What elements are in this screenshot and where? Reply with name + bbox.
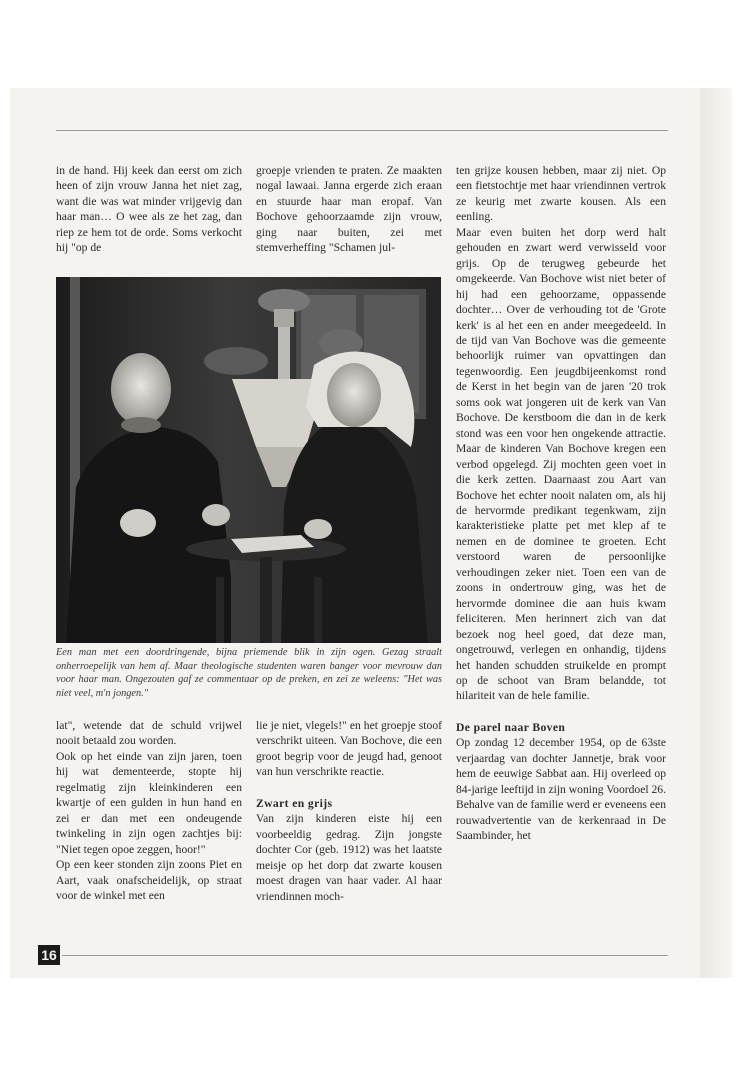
paragraph: groepje vrienden te praten. Ze maakten nogal lawaai. Janna ergerde zich eraan en stuurde haar man eropaf. Van Bochove gehoorzaamde zijn vrouw, ging naar buiten, zei met stemverheffing "Schamen jul- — [256, 164, 442, 255]
paragraph: Maar even buiten het dorp werd halt gehouden en zwart werd verwisseld voor grijs. Op de terugweg gebeurde het omgekeerde. Van Bochove wist niet beter of hij had een gehoorzame, oppassende dochter… Over de verhouding tot de 'Grote kerk' is al het een en ander meegedeeld. In de tijd van Van Bochove was die gemeente behoorlijk ruimer van opvattingen dan tegenwoordig. Een jeugdbijeenkomst rond de Kerst in het begin van de jaren '20 trok soms ook wat jongeren uit de kerk van Van Bochove. De kerstboom die dan in de kerk stond was een voor hen ongekende attractie. Maar de kinderen Van Bochove kregen een verbod opgelegd. Zij mochten geen voet in die kerk zetten. Daarnaast zou Aart van Bochove het echter nooit nalaten om, als hij de hervormde predikant tegenkwam, zijn karakteristieke platte pet met klep af te nemen en de dominee te groeten. Echt verstoord waren de persoonlijke verhoudingen zeker niet. Toen een van de zoons in ondertrouw ging, was het de hervormde dominee die aan huis kwam feliciteren. Men herinnert zich van dat bezoek nog heel goed, dat deze man, ongetrouwd, verlegen en onhandig, tijdens het handen schudden struikelde en prompt op de schoot van Bram belandde, tot hilariteit van de hele familie. — [456, 225, 666, 703]
paragraph: ten grijze kousen hebben, maar zij niet. Op een fietstochtje met haar vriendinnen vertrok ze keurig met zwarte kousen. Als een eenling. — [456, 164, 666, 224]
section-heading: De parel naar Boven — [456, 720, 566, 734]
column-1-bottom — [56, 718, 242, 903]
photo-caption: Een man met een doordringende, bijna priemende blik in zijn ogen. Gezag straalt onherroepelijk van hem af. Maar theologische studenten waren banger voor mevrouw dan voor haar man. Ongezouten gaf ze commentaar op de preken, en zei ze weleens: "Het was niet veel, m'n jongen." — [56, 647, 442, 699]
column-2-bottom — [256, 718, 442, 904]
paragraph: Op zondag 12 december 1954, op de 63ste verjaardag van dochter Jannetje, brak voor hem de eeuwige Sabbat aan. Hij overleed op 84-jarige leeftijd in zijn woning Voordoel 26. Behalve van de familie werd er eveneens een rouwadvertentie van de kerkenraad in De Saambinder, het — [456, 736, 666, 843]
bottom-rule — [62, 955, 668, 956]
column-3 — [456, 163, 666, 843]
paragraph: in de hand. Hij keek dan eerst om zich heen of zijn vrouw Janna het niet zag, want die was wat minder vrijgevig dan haar man… O wee als ze het zag, dan riep ze hem tot de orde. Soms verkocht hij "op de — [56, 164, 242, 255]
paragraph: Van zijn kinderen eiste hij een voorbeeldig gedrag. Zijn jongste dochter Cor (geb. 1912) was het laatste meisje op het dorp dat zwarte kousen moest dragen van haar vader. Al haar vriendinnen moch- — [256, 812, 442, 903]
next-page-edge — [700, 88, 732, 978]
top-rule — [56, 130, 668, 131]
photo-illustration — [56, 277, 441, 643]
column-2-top — [256, 163, 442, 256]
paragraph: lat", wetende dat de schuld vrijwel nooit betaald zou worden. — [56, 719, 242, 748]
paragraph: Op een keer stonden zijn zoons Piet en Aart, vaak onafscheidelijk, op straat voor de winkel met een — [56, 858, 242, 902]
historic-photograph — [56, 277, 441, 643]
paragraph: lie je niet, vlegels!" en het groepje stoof verschrikt uiteen. Van Bochove, die een groot begrip voor de jeugd had, genoot van hun verschrikte reactie. — [256, 719, 442, 779]
column-1-top — [56, 163, 242, 256]
paragraph: Ook op het einde van zijn jaren, toen hij wat dementeerde, stopte hij regelmatig zijn kleinkinderen een kwartje of een gulden in hun hand en zei er dan met een ondeugende twinkeling in zijn ogen zachtjes bij: "Niet tegen opoe zeggen, hoor!" — [56, 749, 242, 856]
section-heading: Zwart en grijs — [256, 796, 333, 810]
page-number: 16 — [38, 945, 60, 965]
